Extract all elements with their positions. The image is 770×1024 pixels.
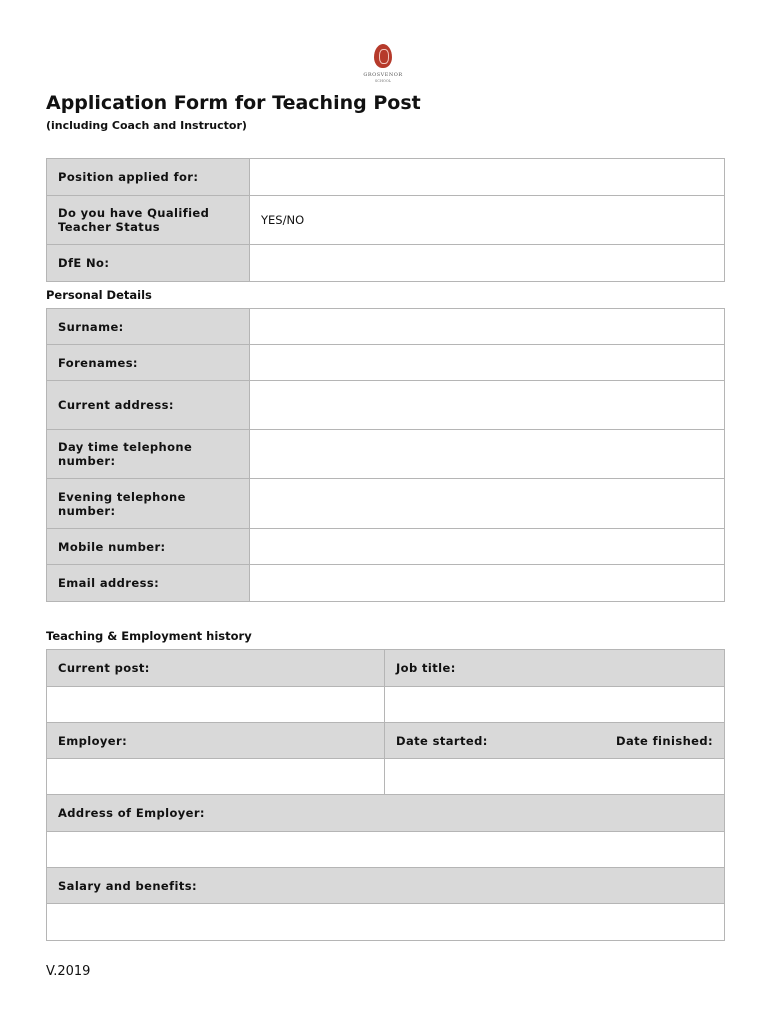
table-row — [47, 381, 725, 430]
dfe-number-field[interactable] — [250, 245, 725, 282]
logo-subtitle: SCHOOL — [374, 79, 392, 83]
current-post-label: Current post: — [47, 650, 385, 687]
employment-history-heading: Teaching & Employment history — [46, 629, 252, 643]
date-started-label: Date started: — [396, 733, 488, 748]
form-title: Application Form for Teaching Post — [46, 92, 421, 114]
table-row — [47, 687, 725, 723]
surname-field[interactable] — [250, 309, 725, 345]
table-row — [47, 309, 725, 345]
mobile-number-label: Mobile number: — [47, 529, 250, 565]
qts-field[interactable]: YES/NO — [250, 196, 725, 245]
table-row — [47, 565, 725, 602]
address-of-employer-field[interactable] — [47, 832, 725, 868]
table-row — [47, 759, 725, 795]
daytime-phone-field[interactable] — [250, 430, 725, 479]
forenames-label: Forenames: — [47, 345, 250, 381]
table-row — [47, 529, 725, 565]
school-logo — [355, 44, 411, 84]
position-applied-field[interactable] — [250, 159, 725, 196]
personal-details-heading: Personal Details — [46, 288, 152, 302]
current-address-label: Current address: — [47, 381, 250, 430]
table-row — [47, 868, 725, 904]
table-row — [47, 159, 725, 196]
table-row — [47, 795, 725, 832]
employment-history-table — [46, 649, 725, 941]
job-title-label: Job title: — [385, 650, 725, 687]
employer-field[interactable] — [47, 759, 385, 795]
dates-field[interactable] — [385, 759, 725, 795]
personal-details-table — [46, 308, 725, 602]
job-title-field[interactable] — [385, 687, 725, 723]
employer-label: Employer: — [47, 723, 385, 759]
qts-label: Do you have Qualified Teacher Status — [47, 196, 250, 245]
evening-phone-label: Evening telephone number: — [47, 479, 250, 529]
current-post-field[interactable] — [47, 687, 385, 723]
dates-label-cell — [385, 723, 725, 759]
table-row — [47, 650, 725, 687]
email-address-field[interactable] — [250, 565, 725, 602]
logo-name: GROSVENOR — [363, 72, 403, 78]
table-row — [47, 723, 725, 759]
current-address-field[interactable] — [250, 381, 725, 430]
salary-benefits-field[interactable] — [47, 904, 725, 941]
mobile-number-field[interactable] — [250, 529, 725, 565]
form-subtitle: (including Coach and Instructor) — [46, 119, 247, 132]
position-applied-label: Position applied for: — [47, 159, 250, 196]
table-row — [47, 196, 725, 245]
surname-label: Surname: — [47, 309, 250, 345]
table-row — [47, 832, 725, 868]
position-table — [46, 158, 725, 282]
salary-benefits-label: Salary and benefits: — [47, 868, 725, 904]
version-footer: V.2019 — [46, 964, 91, 979]
email-address-label: Email address: — [47, 565, 250, 602]
table-row — [47, 345, 725, 381]
date-finished-label: Date finished: — [616, 733, 713, 748]
table-row — [47, 904, 725, 941]
address-of-employer-label: Address of Employer: — [47, 795, 725, 832]
dfe-number-label: DfE No: — [47, 245, 250, 282]
daytime-phone-label: Day time telephone number: — [47, 430, 250, 479]
evening-phone-field[interactable] — [250, 479, 725, 529]
table-row — [47, 479, 725, 529]
table-row — [47, 430, 725, 479]
crest-icon — [374, 44, 392, 68]
table-row — [47, 245, 725, 282]
forenames-field[interactable] — [250, 345, 725, 381]
